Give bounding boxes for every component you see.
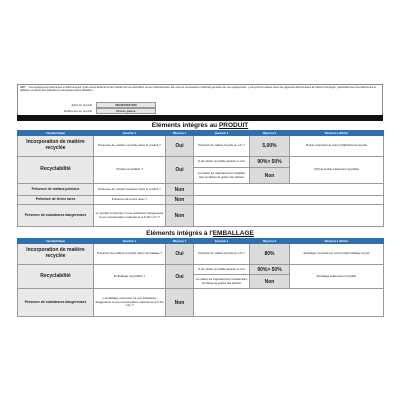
mention-cell: Produit comportant au moins [x%]d'éléments recyclés — [290, 136, 384, 157]
empty-cell — [194, 184, 384, 196]
reference-row — [46, 108, 156, 114]
intro-box — [17, 84, 383, 116]
section-title-emphasis: EMBALLAGE — [212, 230, 254, 237]
question1-cell: Présence de métaux précieux dans le produit ? — [94, 184, 166, 196]
answer1-cell: Oui — [166, 136, 194, 157]
answer1-cell: Non — [166, 205, 194, 227]
answer1-cell: Non — [166, 184, 194, 196]
emballage-table — [17, 238, 384, 317]
table-row — [18, 196, 384, 205]
question2-cell: % de matière recyclable garantie en m/m — [194, 157, 250, 168]
header-cell: Question 1 — [94, 239, 166, 244]
header-cell: Réponse 1 — [166, 239, 194, 244]
header-cell: Caractéristique — [18, 239, 94, 244]
empty-cell — [194, 196, 384, 205]
answer2b-cell: Non — [250, 168, 290, 184]
header-cell: Réponse 2 — [250, 239, 290, 244]
section-title-prefix: Eléments intégrés à l' — [146, 230, 213, 237]
reference-value: Claves pause — [96, 108, 156, 114]
question1-cell: Présence de matière recyclée dans le produit ? — [94, 136, 166, 157]
header-cell: Mentions à afficher — [290, 131, 384, 136]
ean-label: EAN du produit — [71, 103, 92, 107]
characteristic-cell: Présence de terres rares — [18, 196, 94, 205]
question1-cell: Emballage recyclable ? — [94, 265, 166, 289]
question2b-cell: La matière est majoritairement retraitée dans les filières de gestion des déchets — [194, 275, 250, 289]
header-cell: Question 2 — [194, 131, 250, 136]
answer2-cell: 90%> 50% — [250, 157, 290, 168]
section-title-prefix: Eléments intégrés au — [151, 122, 219, 129]
produit-table — [17, 130, 384, 227]
characteristic-cell: Incorporation de matière recyclée — [18, 136, 94, 157]
fiche-produit — [17, 84, 383, 316]
intro-text: REP : " Les équipements électriques et électroniques, qu'ils soient destinés à être utilisés par les particuliers ou les professionnels, afin que les composants et déchets générés par ces équipements, y compris les métaux rares des appareils électroniques de haute technologie, particulièrement les téléphones et tablettes, puissent être collectés et réemployés après utilisation — [20, 86, 377, 93]
table-row — [18, 184, 384, 196]
ean-value: 3663606367483 — [96, 102, 156, 108]
header-cell: Réponse 2 — [250, 131, 290, 136]
question2b-cell: La matière est majoritairement retraitable dans les filières de gestion des déchets — [194, 168, 250, 184]
table-row — [18, 157, 384, 168]
answer1-cell: Oui — [166, 157, 194, 184]
answer2b-cell: Non — [250, 275, 290, 289]
answer1-cell: Oui — [166, 244, 194, 265]
question1-cell: Le produit comporte-t-il une substance dangereuse à une concentration supérieure à 0,1% m/m ? — [94, 205, 166, 227]
question1-cell: Produit recyclable ? — [94, 157, 166, 184]
separator-bar — [17, 115, 383, 121]
answer2-cell: 5,00% — [250, 136, 290, 157]
header-cell: Réponse 1 — [166, 131, 194, 136]
section-title-produit — [17, 122, 383, 129]
answer1-cell: Non — [166, 196, 194, 205]
header-cell: Question 1 — [94, 131, 166, 136]
answer1-cell: Non — [166, 289, 194, 317]
table-row — [18, 136, 384, 157]
characteristic-cell: Recyclabilité — [18, 157, 94, 184]
question1-cell: L'emballage comporte-t-il une substance dangereuse à une concentration supérieure à 0,1% m/m ? — [94, 289, 166, 317]
mention-cell: [X%] du produit entièrement recyclable — [290, 157, 384, 184]
table-row — [18, 244, 384, 265]
answer2-cell: 80% — [250, 244, 290, 265]
header-cell: Mentions à afficher — [290, 239, 384, 244]
section-title-emphasis: PRODUIT — [218, 122, 249, 129]
characteristic-cell: Présence de substances dangereuses — [18, 289, 94, 317]
table-row — [18, 265, 384, 275]
characteristic-cell: Présence de métaux précieux — [18, 184, 94, 196]
answer1-cell: Oui — [166, 265, 194, 289]
mention-cell: Emballage entièrement recyclable — [290, 265, 384, 289]
empty-cell — [194, 289, 384, 317]
reference-label: Référence du produit — [63, 108, 92, 113]
empty-cell — [194, 205, 384, 227]
answer2-cell: 90%> 50% — [250, 265, 290, 275]
table-row — [18, 205, 384, 227]
header-cell: Question 2 — [194, 239, 250, 244]
question1-cell: Présence de matière recyclée dans l'emballage ? — [94, 244, 166, 265]
question1-cell: Présence de terres rares ? — [94, 196, 166, 205]
question2-cell: Proportion de matière recyclée en m/m ? — [194, 244, 250, 265]
table-row — [18, 289, 384, 317]
header-cell: Caractéristique — [18, 131, 94, 136]
mention-cell: Emballage comportant au moins [x%]d'emballage recyclé — [290, 244, 384, 265]
question2-cell: Proportion de matière recyclée en m/m ? — [194, 136, 250, 157]
characteristic-cell: Présence de substances dangereuses — [18, 205, 94, 227]
question2-cell: % de matière recyclable garantie en m/m — [194, 265, 250, 275]
characteristic-cell: Incorporation de matière recyclée — [18, 244, 94, 265]
section-title-emballage — [17, 230, 383, 237]
characteristic-cell: Recyclabilité — [18, 265, 94, 289]
